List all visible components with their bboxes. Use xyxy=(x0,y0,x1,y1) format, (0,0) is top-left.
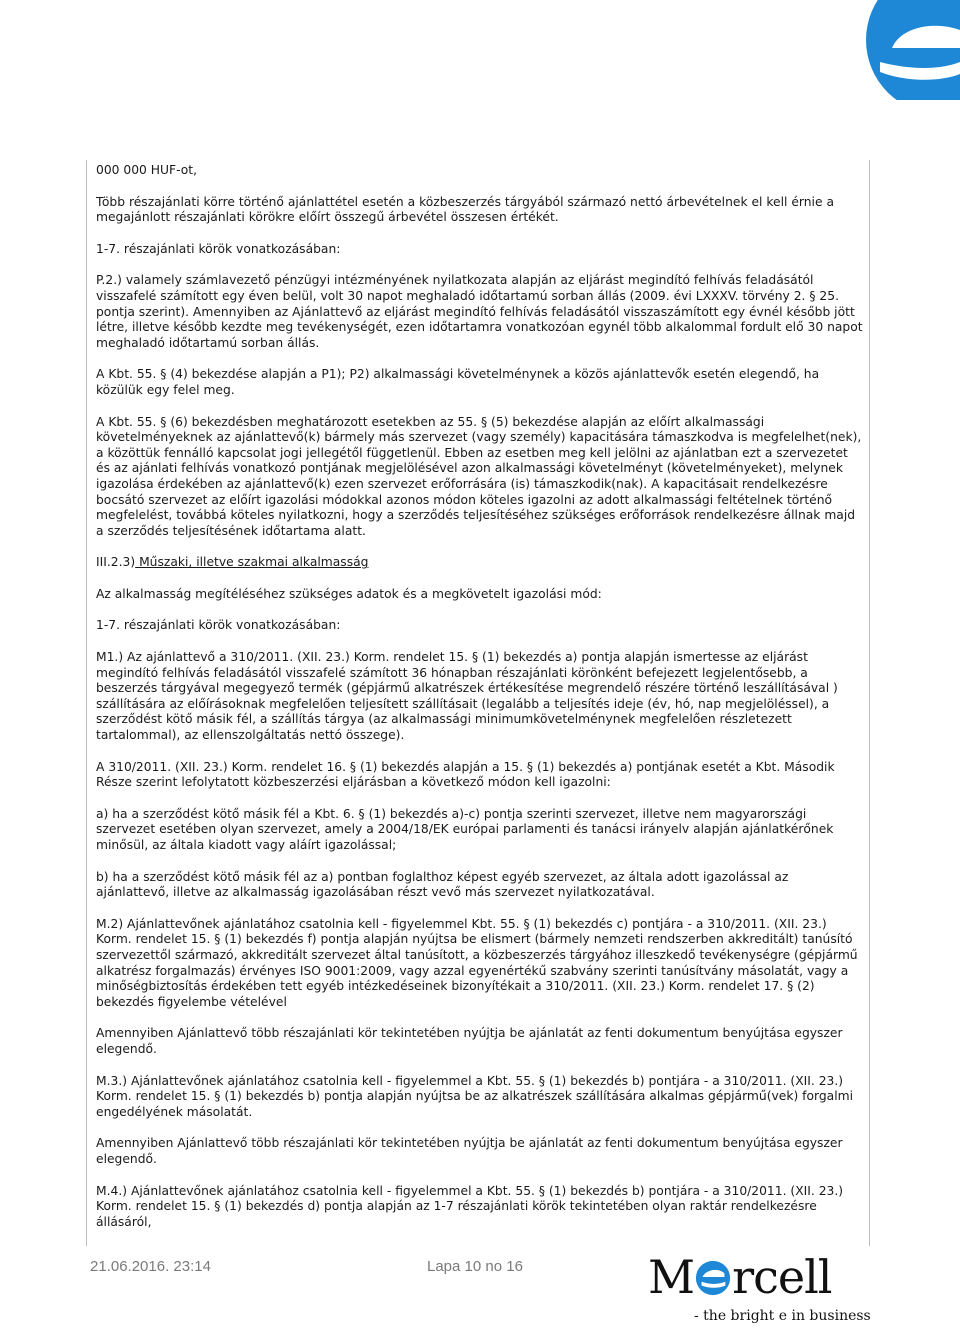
paragraph: M1.) Az ajánlattevő a 310/2011. (XII. 23.) Korm. rendelet 15. § (1) bekezdés a) pontja alapján ismertesse az eljárást megindító felhívás feladásától visszafelé számított 36 hónapban részajánlati körönként befejezett legjelentősebb, a beszerzés tárgyával megegyező termék (gépjármű alkatrészek értékesítése megrendelő részére történő leszállításával ) szállítására az előírásoknak megfelelően teljesített szállításait (legalább a teljesítés ideje (év, hó, nap megjelöléssel), a szerződést kötő másik fél, a szállítás tárgya (az alkalmassági minimumkövetelménynek megfelelően részletezett tartalommal), az ellenszolgáltatás nettó összege). xyxy=(96,650,838,743)
document-body xyxy=(96,163,864,1230)
paragraph: 1-7. részajánlati körök vonatkozásában: xyxy=(96,241,341,256)
brand-logo xyxy=(648,1250,871,1328)
footer-date: 21.06.2016. 23:14 xyxy=(90,1258,211,1275)
paragraph: P.2.) valamely számlavezető pénzügyi intézményének nyilatkozata alapján az eljárást megindító felhívás feladásától visszafelé számított egy éven belül, volt 30 napot meghaladó időtartamú sorban állás (2009. évi LXXXV. törvény 2. § 25. pontja szerint). Amennyiben az Ajánlattevő az eljárást megindító felhívás feladásától visszaszámított egy évnél később jött létre, illetve később kezdte meg tevékenységét, ezen időtartamra vonatkozóan egynél több alkalommal fordult elő 30 napot meghaladó időtartamú sorban állás. xyxy=(96,273,863,350)
brand-name xyxy=(648,1250,832,1304)
paragraph: Több részajánlati körre történő ajánlattétel esetén a közbeszerzés tárgyából származó nettó árbevételnek el kell érnie a megajánlott részajánlati körökre előírt összegű árbevétel összesen értékét. xyxy=(96,194,834,225)
paragraph: M.3.) Ajánlattevőnek ajánlatához csatolnia kell - figyelemmel a Kbt. 55. § (1) bekezdés b) pontjára - a 310/2011. (XII. 23.) Korm. rendelet 15. § (1) bekezdés b) pontja alapján nyújtsa be az alkatrészek szállítására alkalmas gépjármű(vek) forgalmi engedélyének másolatát. xyxy=(96,1073,854,1119)
paragraph: Az alkalmasság megítéléséhez szükséges adatok és a megkövetelt igazolási mód: xyxy=(96,586,602,601)
marcell-e-logo-icon xyxy=(840,0,960,100)
brand-tagline: - the bright e in business xyxy=(694,1308,871,1324)
paragraph: Amennyiben Ajánlattevő több részajánlati kör tekintetében nyújtja be ajánlatát az fenti dokumentum benyújtása egyszer elegendő. xyxy=(96,1026,843,1056)
paragraph: b) ha a szerződést kötő másik fél az a) pontban foglalthoz képest egyéb szervezet, az általa adott igazolással az ajánlattevő, illetve az alkalmasság igazolásában részt vevő más szervezet nyilatkozatával. xyxy=(96,869,789,900)
paragraph: M.4.) Ajánlattevőnek ajánlatához csatolnia kell - figyelemmel a Kbt. 55. § (1) bekezdés b) pontjára - a 310/2011. (XII. 23.) Korm. rendelet 15. § (1) bekezdés d) pontja alapján az 1-7 részajánlati körök tekintetében olyan raktár rendelkezésre állásáról, xyxy=(96,1183,844,1229)
footer-page-number: Lapa 10 no 16 xyxy=(427,1258,523,1275)
brand-name-end: rcell xyxy=(732,1250,832,1304)
brand-name-start: M xyxy=(648,1250,695,1304)
paragraph: A Kbt. 55. § (4) bekezdése alapján a P1); P2) alkalmassági követelménynek a közös ajánlattevők esetén elegendő, ha közülük egy felel meg. xyxy=(96,367,820,397)
paragraph: 000 000 HUF-ot, xyxy=(96,163,197,177)
e-logo-icon xyxy=(694,1259,732,1297)
paragraph: A 310/2011. (XII. 23.) Korm. rendelet 16. § (1) bekezdés alapján a 15. § (1) bekezdés a) pontjának esetét a Kbt. Második Része szerint lefolytatott közbeszerzési eljárásban a következő módon kell igazolni: xyxy=(96,759,835,790)
paragraph: 1-7. részajánlati körök vonatkozásában: xyxy=(96,618,341,633)
paragraph: A Kbt. 55. § (6) bekezdésben meghatározott esetekben az 55. § (5) bekezdése alapján az előírt alkalmassági követelményeknek az ajánlattevő(k) bármely más szervezet (vagy személy) kapacitására támaszkodva is megfelelhet(nek), a közöttük fennálló kapcsolat jogi jellegétől függetlenül. Ebben az esetben meg kell jelölni az ajánlatban ezt a szervezetet és az ajánlati felhívás vonatkozó pontjának megjelölésével azon alkalmassági követelményt (követelményeket), melynek igazolása érdekében az ajánlattevő(k) ezen szervezet erőforrására (is) támaszkodik(nak). A kapacitásait rendelkezésre bocsátó szervezet az előírt igazolási módokkal azonos módon köteles igazolni az adott alkalmassági feltételnek történő megfelelést, továbbá köteles nyilatkozni, hogy a szerződés teljesítéséhez szükséges erőforrások rendelkezésre állnak majd a szerződés teljesítésének időtartama alatt. xyxy=(96,414,862,538)
paragraph: Amennyiben Ajánlattevő több részajánlati kör tekintetében nyújtja be ajánlatát az fenti dokumentum benyújtása egyszer elegendő. xyxy=(96,1136,843,1166)
section-heading: III.2.3) Műszaki, illetve szakmai alkalmasság xyxy=(96,555,369,570)
paragraph: a) ha a szerződést kötő másik fél a Kbt. 6. § (1) bekezdés a)-c) pontja szerinti szervezet, illetve nem magyarországi szervezet esetében olyan szervezet, amely a 2004/18/EK európai parlamenti és tanácsi irányelv alapján ajánlatkérőnek minősül, az általa kiadott vagy aláírt igazolással; xyxy=(96,806,834,852)
paragraph: M.2) Ajánlattevőnek ajánlatához csatolnia kell - figyelemmel Kbt. 55. § (1) bekezdés c) pontjára - a 310/2011. (XII. 23.) Korm. rendelet 15. § (1) bekezdés f) pontja alapján nyújtsa be elismert (bármely nemzeti rendszerben akkreditált) tanúsító szervezettől származó, akkreditált szervezet által tanúsított, a közbeszerzés tárgyához illeszkedő tevékenységre (gépjármű alkatrész forgalmazás) érvényes ISO 9001:2009, vagy azzal egyenértékű szabvány szerinti tanúsítvány másolatát, vagy a minőségbiztosítás érdekében tett egyéb intézkedéseinek bizonyítékait a 310/2011. (XII. 23.) Korm. rendelet 17. § (2) bekezdés figyelembe vételével xyxy=(96,916,858,1009)
